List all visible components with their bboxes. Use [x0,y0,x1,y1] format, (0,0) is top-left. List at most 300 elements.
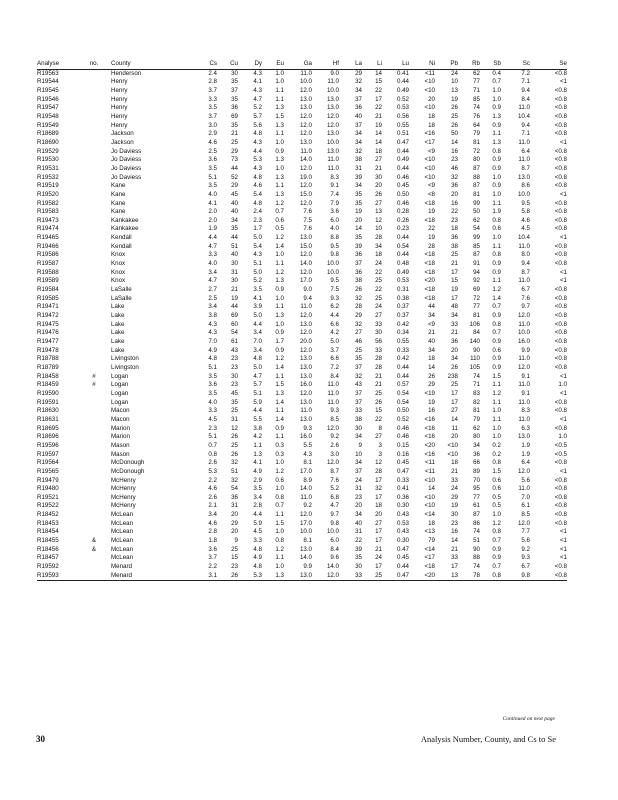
table-cell: <0.8 [554,294,567,302]
table-cell: 22 [375,286,382,294]
table-cell: # [92,372,96,380]
table-cell: 12.0 [299,112,312,120]
table-cell: 17.0 [299,519,312,527]
table-row [37,407,567,416]
table-cell: 0.44 [396,147,409,155]
table-cell: 1.4 [275,363,284,371]
table-cell: 1.1 [275,182,284,190]
table-cell: 3.5 [253,286,262,294]
table-cell: 1.0 [492,173,501,181]
table-cell: 3.5 [208,182,217,190]
table-row [37,459,567,468]
table-cell [77,563,111,572]
table-cell: 79 [428,537,435,545]
column-header: Sb [480,60,501,69]
table-cell: 27 [375,156,382,164]
table-cell: 31 [355,528,362,536]
table-cell: 35 [231,78,238,86]
table-cell: <18 [424,260,435,268]
table-cell: 9.1 [330,182,339,190]
table-cell: 106 [469,320,480,328]
table-cell: 17 [375,493,382,501]
table-cell: 7.1 [521,130,530,138]
table-cell: 0.7 [492,78,501,86]
table-cell: 9.3 [303,424,312,432]
table-cell: 20 [375,511,382,519]
table-cell: 33 [355,407,362,415]
table-cell: 51 [473,537,480,545]
table-cell: R18788 [37,355,59,363]
table-cell: 44 [231,164,238,172]
table-cell: 7.2 [330,363,339,371]
table-cell: R18455 [37,537,59,545]
table-cell: 10 [375,225,382,233]
table-cell: 10.0 [326,528,339,536]
table-cell: 1.0 [275,251,284,259]
table-row [37,373,567,382]
table-cell: 1.1 [492,415,501,423]
table-cell: R19472 [37,312,59,320]
table-cell: McLean [111,528,134,536]
table-row [37,277,567,286]
table-cell: 22 [375,104,382,112]
table-cell: 1.0 [275,294,284,302]
table-cell: Kendall [111,242,132,250]
column-header: La [339,60,362,69]
table-cell: 4.2 [253,433,262,441]
table-cell: 0.47 [396,138,409,146]
table-cell: 3.7 [330,346,339,354]
table-cell: 28 [375,363,382,371]
table-cell: 36 [451,338,458,345]
table-cell: Jo Daviess [111,147,142,155]
table-cell: 0.42 [396,320,409,328]
table-cell: 76 [473,112,480,120]
table-cell: <0.8 [554,563,567,571]
table-cell: 0.9 [492,156,501,164]
table-cell: 4.8 [253,563,262,571]
table-cell: 11 [451,424,458,432]
table-cell: <14 [424,511,435,519]
table-cell: 13.0 [517,433,530,441]
table-cell: 5.2 [253,277,262,285]
table-cell: 0.9 [492,164,501,172]
table-cell: 3.6 [330,208,339,216]
table-cell: 25 [375,389,382,397]
table-cell: R19586 [37,251,59,259]
table-cell: 1.0 [492,95,501,103]
table-cell: 37 [355,363,362,371]
table-cell: 2.3 [253,216,262,224]
table-cell: 0.6 [492,225,501,233]
table-cell: 25 [375,277,382,285]
table-cell: 4.8 [208,355,217,363]
table-cell: 0.46 [396,433,409,441]
table-cell: 5.5 [253,415,262,423]
table-cell: 0.54 [396,398,409,406]
table-cell: 14 [355,225,362,233]
table-cell: 19 [355,208,362,216]
table-cell: 80 [473,433,480,441]
table-cell: 13.0 [326,95,339,103]
table-cell: Jackson [111,130,134,138]
table-cell: 5.9 [253,519,262,527]
table-cell: 3.5 [208,389,217,397]
table-cell: 0.9 [275,329,284,337]
table-cell: R18630 [37,407,59,415]
table-cell: 89 [473,467,480,475]
table-cell: 9.1 [521,389,530,397]
table-cell: <20 [424,277,435,285]
table-cell: 69 [473,286,480,294]
table-cell: 4.7 [330,502,339,510]
table-cell: 17 [375,528,382,536]
table-cell: 4.1 [253,78,262,86]
table-cell: 1.3 [275,277,284,285]
table-cell: 36 [355,251,362,259]
table-cell: 1.1 [492,398,501,406]
column-header: Sc [501,60,530,69]
table-cell: <18 [424,251,435,259]
table-cell: 51 [231,242,238,250]
table-cell: 0.9 [492,312,501,320]
table-cell: <19 [424,389,435,397]
table-cell: 17 [375,476,382,484]
table-cell: 1.1 [275,511,284,519]
table-cell: 50 [451,130,458,138]
table-cell: 0.45 [396,554,409,562]
table-cell: <1 [559,467,567,475]
table-cell: 34 [355,511,362,519]
table-cell: 0.50 [396,407,409,415]
table-cell: <0.8 [554,320,567,328]
table-cell: 62 [473,69,480,77]
table-cell: <0.8 [554,86,567,94]
table-cell: 11.0 [518,277,530,285]
table-cell: 3.3 [208,95,217,103]
table-row [37,425,567,434]
table-cell: <20 [409,572,435,581]
table-cell: 9.4 [521,260,530,268]
table-cell: 1.5 [275,381,284,389]
table-cell: 13 [451,86,458,94]
table-cell: <0.8 [554,286,567,294]
table-cell [77,277,111,286]
table-cell: 4.7 [253,372,262,380]
table-cell: 34 [428,312,435,320]
table-cell: 26 [451,121,458,129]
table-cell: R19520 [37,190,59,198]
table-cell: 74 [473,563,480,571]
table-cell: <10 [424,156,435,164]
table-cell: 0.53 [396,104,409,112]
table-cell: 23 [231,363,238,371]
table-cell: 14 [451,537,458,545]
table-cell: 12.0 [326,121,339,129]
table-row [37,87,567,96]
table-cell: Logan [111,389,129,397]
table-cell: 26 [375,190,382,198]
table-cell: 7.5 [330,286,339,294]
table-cell: Henry [111,104,128,112]
table-cell: 7.6 [303,208,312,216]
table-cell: R19519 [37,182,59,190]
continued-note: Continued on next page [502,716,555,722]
table-cell: 12.0 [299,268,312,276]
table-cell: 1.0 [492,234,501,242]
table-row [37,312,567,321]
table-cell [77,416,111,425]
table-cell: 19 [451,286,458,294]
table-cell: 15.0 [299,190,312,198]
table-cell: <17 [424,554,435,562]
table-cell: Henry [111,121,128,129]
table-cell: 81 [473,312,480,320]
table-cell: 30 [231,69,238,77]
table-cell: 1.0 [275,528,284,536]
table-cell: 3.4 [253,493,262,501]
table-cell: 10.0 [517,190,530,198]
table-cell: <0.8 [554,173,567,181]
table-cell: 81 [473,190,480,198]
table-cell: 23 [451,216,458,224]
table-cell: 12.0 [326,424,339,432]
column-header: Se [530,60,567,69]
table-cell: R18458 [37,372,59,380]
table-cell: <0.8 [554,312,567,320]
table-cell: 37 [231,86,238,94]
table-cell: 13.0 [299,104,312,112]
table-cell: 8.7 [521,164,530,172]
table-cell: 29 [355,312,362,320]
table-cell: 1.1 [492,199,501,207]
table-cell: 25 [231,138,238,146]
table-cell: 105 [469,363,480,371]
table-cell: 0.6 [492,476,501,484]
table-cell: 0.44 [396,372,409,380]
table-cell: <11 [424,69,435,77]
table-row [37,338,567,347]
table-cell: 6.2 [330,303,339,311]
table-cell: 12.0 [517,467,530,475]
table-cell: 88 [473,554,480,562]
table-cell: <0.8 [554,182,567,190]
table-cell: 25 [355,346,362,354]
table-row [37,572,567,581]
table-cell: 0.3 [275,441,284,449]
table-row [37,546,567,555]
table-cell: 4.8 [253,545,262,553]
column-header: Dy [238,60,262,69]
table-cell: 13.0 [299,363,312,371]
table-cell: 34 [473,441,480,449]
table-cell: 34 [355,86,362,94]
table-cell: 9.4 [303,294,312,302]
table-cell: 17 [451,268,458,276]
table-cell: 24 [375,260,382,268]
table-cell: 11.0 [518,415,530,423]
table-cell: Logan [111,372,129,380]
table-cell: 13.0 [284,572,312,581]
table-cell: 7.5 [303,216,312,224]
table-cell [77,200,111,209]
table-cell: 0.6 [492,346,501,354]
table-cell: 0.44 [396,234,409,242]
table-cell: R19583 [37,208,59,216]
table-cell [77,104,111,113]
table-cell: 14 [428,363,435,371]
table-cell: 12 [375,459,382,467]
table-cell [77,338,111,347]
table-cell: 29 [231,182,238,190]
table-cell: 0.9 [492,268,501,276]
table-cell: R19585 [37,294,59,302]
table-cell: R18454 [37,528,59,536]
table-cell: 4.9 [208,346,217,354]
table-cell: 1.3 [253,450,262,458]
table-cell: <0.8 [554,242,567,250]
table-cell: 1.8 [208,537,217,545]
table-cell: 0.9 [275,147,284,155]
table-cell: 23 [451,156,458,164]
table-cell: McDonough [111,467,145,475]
table-cell: 0.49 [396,156,409,164]
table-cell: R18690 [37,138,59,146]
table-cell: 0.8 [492,216,501,224]
table-cell: McLean [111,554,134,562]
table-row [37,182,567,191]
table-cell: 16 [451,528,458,536]
table-row [37,511,567,520]
table-cell: Macon [111,415,130,423]
table-cell: 1.0 [275,320,284,328]
table-cell [77,520,111,529]
table-cell: 4.9 [253,554,262,562]
table-cell: 2.2 [208,476,217,484]
table-cell: 4.6 [208,519,217,527]
table-cell: 0.8 [492,251,501,259]
table-cell: R19589 [37,277,59,285]
table-cell: 10.4 [517,112,530,120]
table-cell: 26 [355,286,362,294]
table-cell: R19532 [37,173,59,181]
table-cell: 0.9 [492,182,501,190]
table-cell: <0.8 [554,251,567,259]
table-cell: 0.26 [396,216,409,224]
table-cell: R18456 [37,545,59,553]
table-row [37,537,567,546]
table-cell [77,477,111,486]
table-cell: 21 [428,329,435,337]
table-cell: 8.3 [330,173,339,181]
table-cell: 36 [355,268,362,276]
table-cell [77,390,111,399]
table-cell: 1.9 [521,441,530,449]
table-cell: 12.0 [299,130,312,138]
table-cell: 74 [473,528,480,536]
table-cell: 6.4 [521,459,530,467]
table-cell: <1 [559,268,567,276]
table-cell: 0.7 [492,329,501,337]
table-cell [77,78,111,87]
table-cell: 0.48 [396,260,409,268]
table-cell: 86 [473,519,480,527]
table-cell: 45 [231,389,238,397]
table-cell: <10 [424,78,435,86]
table-cell: 19.0 [299,173,312,181]
table-cell: 31 [231,502,238,510]
table-cell: 0.7 [208,441,217,449]
table-cell: 13.0 [326,130,339,138]
table-cell: 25 [451,381,458,389]
table-row [37,329,567,338]
table-row [37,477,567,486]
table-cell: 25 [451,112,458,120]
table-cell: <0.5 [554,441,567,449]
table-cell: <16 [424,450,435,458]
table-cell: 34 [355,182,362,190]
table-cell: 0.43 [396,511,409,519]
table-cell: 1.2 [492,286,501,294]
table-cell: 4.3 [253,86,262,94]
table-cell: Lake [111,320,125,328]
table-cell: 9.0 [303,286,312,294]
table-cell: 17 [451,389,458,397]
table-cell: 30 [231,277,238,285]
table-cell: R19593 [37,572,77,581]
table-cell: 0.9 [275,346,284,354]
table-cell: 0.9 [492,363,501,371]
table-cell: 88 [473,173,480,181]
table-cell: 18 [375,147,382,155]
table-cell: 11.0 [300,493,312,501]
table-cell: 1.0 [275,485,284,493]
table-cell: 36 [451,182,458,190]
table-cell [77,425,111,434]
table-cell: 23 [231,563,238,571]
table-cell: 10.0 [326,138,339,146]
table-cell: 1.3 [275,104,284,112]
table-cell: 2.5 [208,147,217,155]
table-cell: 0.2 [492,450,501,458]
table-cell: 8.1 [303,537,312,545]
table-cell: 11.0 [327,156,339,164]
table-cell: 5.3 [253,156,262,164]
table-cell: 43 [355,381,362,389]
table-cell: 29 [451,493,458,501]
table-cell: 2.0 [208,216,217,224]
table-cell: 12.0 [299,86,312,94]
table-cell: R18459 [37,381,59,389]
table-cell: 4.5 [253,528,262,536]
table-cell: 64 [473,121,480,129]
table-cell [77,251,111,260]
table-cell: 0.47 [396,545,409,553]
table-cell: 0.55 [396,338,409,345]
table-cell: 3.5 [208,164,217,172]
running-head: Analysis Number, County, and Cs to Se [420,734,556,744]
table-cell: 1.3 [275,173,284,181]
table-cell: 1.0 [558,381,567,389]
table-cell: McHenry [111,485,136,493]
table-cell: 12.0 [299,182,312,190]
table-cell: 1.2 [275,467,284,475]
table-cell: 9.2 [303,502,312,510]
table-cell: 26 [217,572,238,581]
table-cell: 83 [473,389,480,397]
table-cell: <0.8 [554,156,567,164]
table-cell [77,407,111,416]
